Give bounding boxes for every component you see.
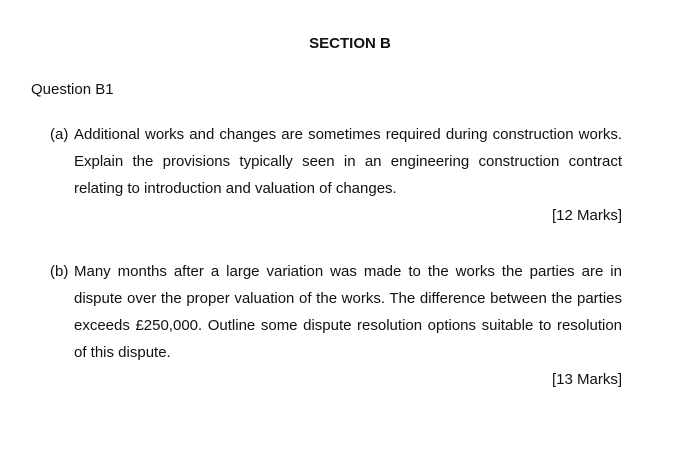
part-label: (b) <box>50 263 69 280</box>
part-text: Additional works and changes are sometimes required during construction works. Explain the provisions typically seen in an engineering construction contract relating to introduction and valuation of changes. <box>74 126 622 197</box>
part-label: (a) <box>50 126 69 143</box>
part-text: Many months after a large variation was made to the works the parties are in dispute over the proper valuation of the works. The difference between the parties exceeds £250,000. Outline some dispute resolution options suitable to resolution of this dispute. <box>74 263 622 361</box>
marks-label: [13 Marks] <box>551 371 622 388</box>
question-part-b <box>50 258 622 393</box>
marks-label: [12 Marks] <box>551 207 622 224</box>
section-title: SECTION B <box>309 35 391 52</box>
question-title: Question B1 <box>31 81 114 98</box>
question-part-a <box>50 121 622 229</box>
